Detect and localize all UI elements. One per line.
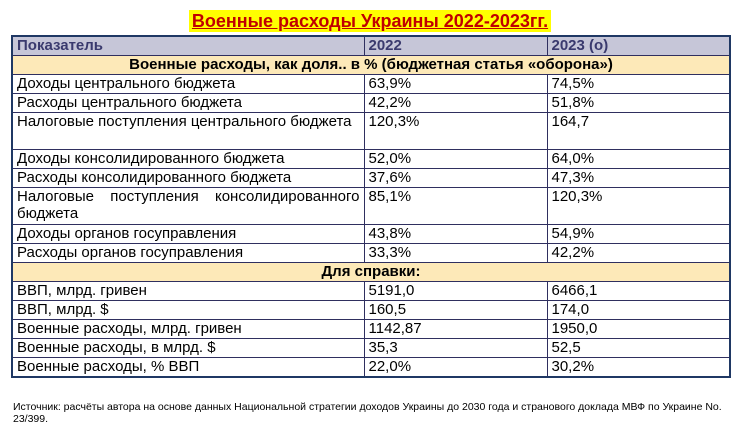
row-label: Налоговые поступления центрального бюджета: [12, 113, 364, 150]
value-2022: 43,8%: [364, 225, 547, 244]
table-row: [12, 339, 730, 358]
row-label: Военные расходы, в млрд. $: [12, 339, 364, 358]
value-2022: 1142,87: [364, 320, 547, 339]
header-2023: 2023 (о): [547, 36, 730, 56]
table-row: [12, 358, 730, 378]
row-label: Доходы консолидированного бюджета: [12, 150, 364, 169]
row-label: Доходы центрального бюджета: [12, 75, 364, 94]
value-2022: 52,0%: [364, 150, 547, 169]
value-2022: 22,0%: [364, 358, 547, 378]
value-2023: 52,5: [547, 339, 730, 358]
row-label: ВВП, млрд. $: [12, 301, 364, 320]
header-2022: 2022: [364, 36, 547, 56]
section-heading: Для справки:: [12, 263, 730, 282]
source-note: Источник: расчёты автора на основе данных Национальной стратегии доходов Украины до 2030 года и странового доклада МВФ по Украине No. 23/399.: [13, 401, 722, 425]
data-table: [11, 35, 731, 378]
table-row: [12, 244, 730, 263]
value-2022: 120,3%: [364, 113, 547, 150]
table-row: [12, 94, 730, 113]
section-heading: Военные расходы, как доля.. в % (бюджетная статья «оборона»): [12, 56, 730, 75]
table-row: [12, 113, 730, 150]
value-2022: 35,3: [364, 339, 547, 358]
table-row: [12, 301, 730, 320]
value-2023: 74,5%: [547, 75, 730, 94]
section-row: [12, 56, 730, 75]
row-label: Расходы консолидированного бюджета: [12, 169, 364, 188]
value-2023: 120,3%: [547, 188, 730, 225]
value-2023: 54,9%: [547, 225, 730, 244]
value-2023: 47,3%: [547, 169, 730, 188]
header-indicator: Показатель: [12, 36, 364, 56]
row-label: Доходы органов госуправления: [12, 225, 364, 244]
row-label: ВВП, млрд. гривен: [12, 282, 364, 301]
table-row: [12, 225, 730, 244]
table-row: [12, 169, 730, 188]
value-2023: 6466,1: [547, 282, 730, 301]
row-label: Расходы органов госуправления: [12, 244, 364, 263]
value-2023: 174,0: [547, 301, 730, 320]
row-label: Налоговые поступления консолидированного бюджета: [12, 188, 364, 225]
value-2022: 42,2%: [364, 94, 547, 113]
row-label: Расходы центрального бюджета: [12, 94, 364, 113]
value-2023: 164,7: [547, 113, 730, 150]
table-row: [12, 282, 730, 301]
value-2022: 63,9%: [364, 75, 547, 94]
row-label: Военные расходы, % ВВП: [12, 358, 364, 378]
value-2023: 1950,0: [547, 320, 730, 339]
page-title: Военные расходы Украины 2022-2023гг.: [189, 10, 551, 32]
value-2022: 160,5: [364, 301, 547, 320]
title-wrap: [0, 10, 740, 32]
value-2022: 33,3%: [364, 244, 547, 263]
value-2022: 85,1%: [364, 188, 547, 225]
value-2023: 42,2%: [547, 244, 730, 263]
value-2022: 5191,0: [364, 282, 547, 301]
table-row: [12, 150, 730, 169]
table-header-row: [12, 36, 730, 56]
value-2023: 51,8%: [547, 94, 730, 113]
value-2023: 30,2%: [547, 358, 730, 378]
row-label: Военные расходы, млрд. гривен: [12, 320, 364, 339]
table-row: [12, 320, 730, 339]
table-row: [12, 188, 730, 225]
value-2023: 64,0%: [547, 150, 730, 169]
table-row: [12, 75, 730, 94]
section-row: [12, 263, 730, 282]
value-2022: 37,6%: [364, 169, 547, 188]
